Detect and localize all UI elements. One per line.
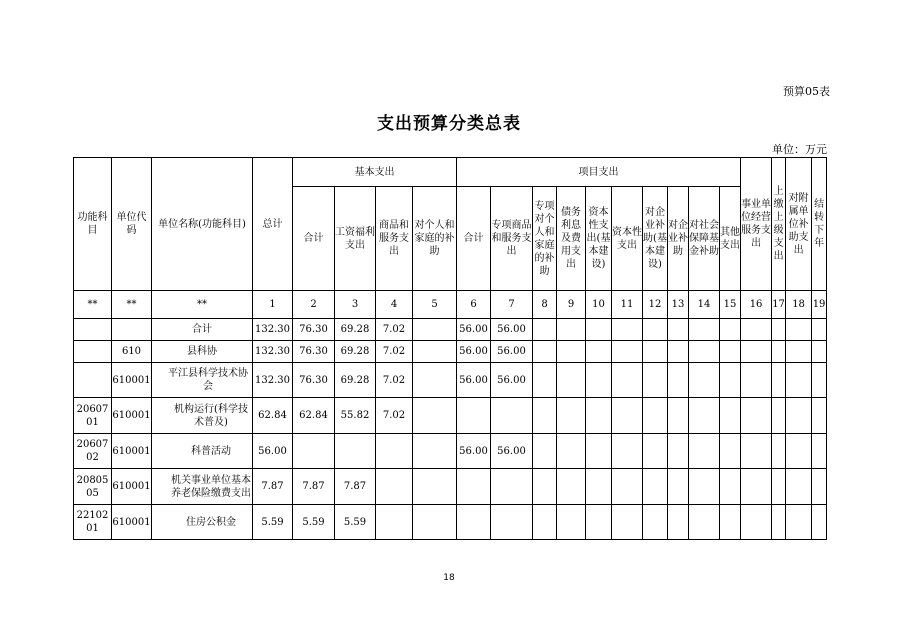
header-capital-basic: 资本性支出(基本建设): [586, 187, 612, 291]
project-goods-cell: [491, 505, 533, 540]
personal-basic-cell: [413, 319, 457, 341]
empty-cell: [786, 341, 812, 363]
header-carry: 结转下年: [812, 158, 827, 291]
goods-cell: [376, 469, 413, 505]
empty-cell: [720, 434, 741, 469]
personal-basic-cell: [413, 398, 457, 434]
empty-cell: [772, 341, 786, 363]
empty-cell: [689, 398, 720, 434]
total-cell: 132.30: [253, 363, 293, 398]
index-cell: **: [112, 291, 152, 319]
index-cell: 1: [253, 291, 293, 319]
empty-cell: [772, 469, 786, 505]
empty-cell: [720, 341, 741, 363]
table-row: [74, 398, 827, 434]
header-upper: 上缴上级支出: [772, 158, 786, 291]
empty-cell: [812, 398, 827, 434]
total-cell: 132.30: [253, 319, 293, 341]
index-cell: 18: [786, 291, 812, 319]
empty-cell: [533, 434, 557, 469]
empty-cell: [812, 434, 827, 469]
empty-cell: [772, 363, 786, 398]
empty-cell: [668, 341, 689, 363]
empty-cell: [643, 434, 668, 469]
empty-cell: [668, 319, 689, 341]
table-row: [74, 505, 827, 540]
header-project-sum: 合计: [457, 187, 491, 291]
empty-cell: [668, 434, 689, 469]
project-sum-cell: 56.00: [457, 363, 491, 398]
column-index-row: [74, 291, 827, 319]
index-cell: 15: [720, 291, 741, 319]
index-cell: 8: [533, 291, 557, 319]
empty-cell: [741, 505, 772, 540]
header-goods-project: 专项商品和服务支出: [491, 187, 533, 291]
project-goods-cell: 56.00: [491, 363, 533, 398]
empty-cell: [786, 469, 812, 505]
header-social: 对社会保障基金补助: [689, 187, 720, 291]
index-cell: 12: [643, 291, 668, 319]
empty-cell: [668, 363, 689, 398]
index-cell: 17: [772, 291, 786, 319]
basic-sum-cell: 76.30: [293, 363, 335, 398]
table-row: [74, 319, 827, 341]
empty-cell: [557, 469, 586, 505]
func-code-cell: [74, 319, 112, 341]
empty-cell: [612, 469, 643, 505]
empty-cell: [786, 505, 812, 540]
table-row: [74, 469, 827, 505]
header-goods-basic: 商品和服务支出: [376, 187, 413, 291]
empty-cell: [689, 319, 720, 341]
header-unit-name: 单位名称(功能科目): [152, 158, 253, 291]
total-cell: 56.00: [253, 434, 293, 469]
unit-name-cell: 合计: [152, 319, 253, 341]
index-cell: 7: [491, 291, 533, 319]
empty-cell: [643, 505, 668, 540]
empty-cell: [812, 341, 827, 363]
total-cell: 5.59: [253, 505, 293, 540]
empty-cell: [643, 363, 668, 398]
empty-cell: [786, 398, 812, 434]
salary-cell: [335, 434, 376, 469]
empty-cell: [643, 398, 668, 434]
unit-name-cell: 机关事业单位基本养老保险缴费支出: [152, 469, 253, 505]
personal-basic-cell: [413, 434, 457, 469]
basic-sum-cell: 7.87: [293, 469, 335, 505]
empty-cell: [720, 505, 741, 540]
salary-cell: 69.28: [335, 319, 376, 341]
header-basic-sum: 合计: [293, 187, 335, 291]
salary-cell: 55.82: [335, 398, 376, 434]
unit-name-cell: 科普活动: [152, 434, 253, 469]
page-number: 18: [443, 573, 455, 583]
basic-sum-cell: [293, 434, 335, 469]
unit-name-cell: 县科协: [152, 341, 253, 363]
project-sum-cell: 56.00: [457, 319, 491, 341]
unit-code-cell: 610001: [112, 363, 152, 398]
project-sum-cell: [457, 505, 491, 540]
goods-cell: [376, 434, 413, 469]
empty-cell: [668, 469, 689, 505]
empty-cell: [533, 398, 557, 434]
index-cell: 3: [335, 291, 376, 319]
empty-cell: [741, 398, 772, 434]
project-goods-cell: [491, 398, 533, 434]
unit-name-cell: 平江县科学技术协会: [152, 363, 253, 398]
salary-cell: 5.59: [335, 505, 376, 540]
total-cell: 62.84: [253, 398, 293, 434]
unit-code-cell: 610001: [112, 469, 152, 505]
empty-cell: [643, 469, 668, 505]
empty-cell: [741, 469, 772, 505]
page-title: 支出预算分类总表: [377, 114, 521, 134]
empty-cell: [533, 469, 557, 505]
empty-cell: [643, 341, 668, 363]
personal-basic-cell: [413, 341, 457, 363]
unit-name-cell: 住房公积金: [152, 505, 253, 540]
header-basic-group: 基本支出: [293, 158, 457, 187]
table-row: [74, 363, 827, 398]
index-cell: 16: [741, 291, 772, 319]
header-total: 总计: [253, 158, 293, 291]
header-salary: 工资福利支出: [335, 187, 376, 291]
empty-cell: [720, 363, 741, 398]
index-cell: 13: [668, 291, 689, 319]
total-cell: 132.30: [253, 341, 293, 363]
empty-cell: [586, 505, 612, 540]
project-sum-cell: [457, 469, 491, 505]
empty-cell: [557, 363, 586, 398]
project-sum-cell: 56.00: [457, 341, 491, 363]
goods-cell: 7.02: [376, 319, 413, 341]
total-cell: 7.87: [253, 469, 293, 505]
header-enterprise-basic: 对企业补助(基本建设): [643, 187, 668, 291]
goods-cell: 7.02: [376, 398, 413, 434]
empty-cell: [612, 434, 643, 469]
header-debt: 债务利息及费用支出: [557, 187, 586, 291]
empty-cell: [772, 398, 786, 434]
personal-basic-cell: [413, 363, 457, 398]
empty-cell: [741, 434, 772, 469]
empty-cell: [557, 434, 586, 469]
empty-cell: [720, 319, 741, 341]
empty-cell: [533, 363, 557, 398]
unit-label: 单位：万元: [772, 143, 827, 156]
func-code-cell: 2060701: [74, 398, 112, 434]
empty-cell: [612, 398, 643, 434]
empty-cell: [689, 363, 720, 398]
table-row: [74, 434, 827, 469]
empty-cell: [689, 341, 720, 363]
empty-cell: [786, 363, 812, 398]
unit-code-cell: 610001: [112, 505, 152, 540]
personal-basic-cell: [413, 505, 457, 540]
salary-cell: 7.87: [335, 469, 376, 505]
basic-sum-cell: 62.84: [293, 398, 335, 434]
empty-cell: [533, 319, 557, 341]
empty-cell: [741, 319, 772, 341]
index-cell: 6: [457, 291, 491, 319]
header-unit-code: 单位代码: [112, 158, 152, 291]
index-cell: 14: [689, 291, 720, 319]
empty-cell: [689, 505, 720, 540]
empty-cell: [586, 363, 612, 398]
header-business: 事业单位经营服务支出: [741, 158, 772, 291]
table-row: [74, 341, 827, 363]
empty-cell: [741, 363, 772, 398]
unit-code-cell: 610001: [112, 398, 152, 434]
index-cell: 4: [376, 291, 413, 319]
project-sum-cell: 56.00: [457, 434, 491, 469]
empty-cell: [586, 341, 612, 363]
empty-cell: [812, 469, 827, 505]
basic-sum-cell: 76.30: [293, 319, 335, 341]
func-code-cell: [74, 341, 112, 363]
empty-cell: [812, 319, 827, 341]
unit-code-cell: 610: [112, 341, 152, 363]
empty-cell: [668, 398, 689, 434]
empty-cell: [689, 469, 720, 505]
empty-cell: [586, 469, 612, 505]
index-cell: **: [74, 291, 112, 319]
index-cell: **: [152, 291, 253, 319]
header-project-group: 项目支出: [457, 158, 741, 187]
index-cell: 19: [812, 291, 827, 319]
empty-cell: [643, 319, 668, 341]
project-goods-cell: [491, 469, 533, 505]
empty-cell: [786, 434, 812, 469]
empty-cell: [668, 505, 689, 540]
empty-cell: [812, 505, 827, 540]
index-cell: 10: [586, 291, 612, 319]
header-subsidiary: 对附属单位补助支出: [786, 158, 812, 291]
index-cell: 9: [557, 291, 586, 319]
empty-cell: [533, 505, 557, 540]
empty-cell: [612, 319, 643, 341]
empty-cell: [720, 398, 741, 434]
unit-code-cell: 610001: [112, 434, 152, 469]
header-personal-project: 专项对个人和家庭的补助: [533, 187, 557, 291]
index-cell: 2: [293, 291, 335, 319]
empty-cell: [612, 363, 643, 398]
func-code-cell: 2210201: [74, 505, 112, 540]
project-goods-cell: 56.00: [491, 434, 533, 469]
empty-cell: [812, 363, 827, 398]
func-code-cell: [74, 363, 112, 398]
empty-cell: [557, 319, 586, 341]
header-enterprise: 对企业补助: [668, 187, 689, 291]
personal-basic-cell: [413, 469, 457, 505]
budget-table: [73, 157, 827, 540]
unit-code-cell: [112, 319, 152, 341]
salary-cell: 69.28: [335, 363, 376, 398]
empty-cell: [772, 319, 786, 341]
goods-cell: [376, 505, 413, 540]
empty-cell: [720, 469, 741, 505]
empty-cell: [612, 341, 643, 363]
project-sum-cell: [457, 398, 491, 434]
unit-name-cell: 机构运行(科学技术普及): [152, 398, 253, 434]
goods-cell: 7.02: [376, 341, 413, 363]
func-code-cell: 2080505: [74, 469, 112, 505]
basic-sum-cell: 76.30: [293, 341, 335, 363]
header-other: 其他支出: [720, 187, 741, 291]
empty-cell: [586, 319, 612, 341]
empty-cell: [741, 341, 772, 363]
header-func-code: 功能科目: [74, 158, 112, 291]
empty-cell: [772, 505, 786, 540]
empty-cell: [557, 505, 586, 540]
goods-cell: 7.02: [376, 363, 413, 398]
func-code-cell: 2060702: [74, 434, 112, 469]
empty-cell: [586, 398, 612, 434]
empty-cell: [612, 505, 643, 540]
form-code: 预算05表: [783, 85, 830, 98]
project-goods-cell: 56.00: [491, 341, 533, 363]
empty-cell: [557, 398, 586, 434]
empty-cell: [557, 341, 586, 363]
header-personal-basic: 对个人和家庭的补助: [413, 187, 457, 291]
index-cell: 11: [612, 291, 643, 319]
index-cell: 5: [413, 291, 457, 319]
project-goods-cell: 56.00: [491, 319, 533, 341]
empty-cell: [533, 341, 557, 363]
basic-sum-cell: 5.59: [293, 505, 335, 540]
header-capital: 资本性支出: [612, 187, 643, 291]
empty-cell: [689, 434, 720, 469]
empty-cell: [772, 434, 786, 469]
empty-cell: [786, 319, 812, 341]
empty-cell: [586, 434, 612, 469]
salary-cell: 69.28: [335, 341, 376, 363]
